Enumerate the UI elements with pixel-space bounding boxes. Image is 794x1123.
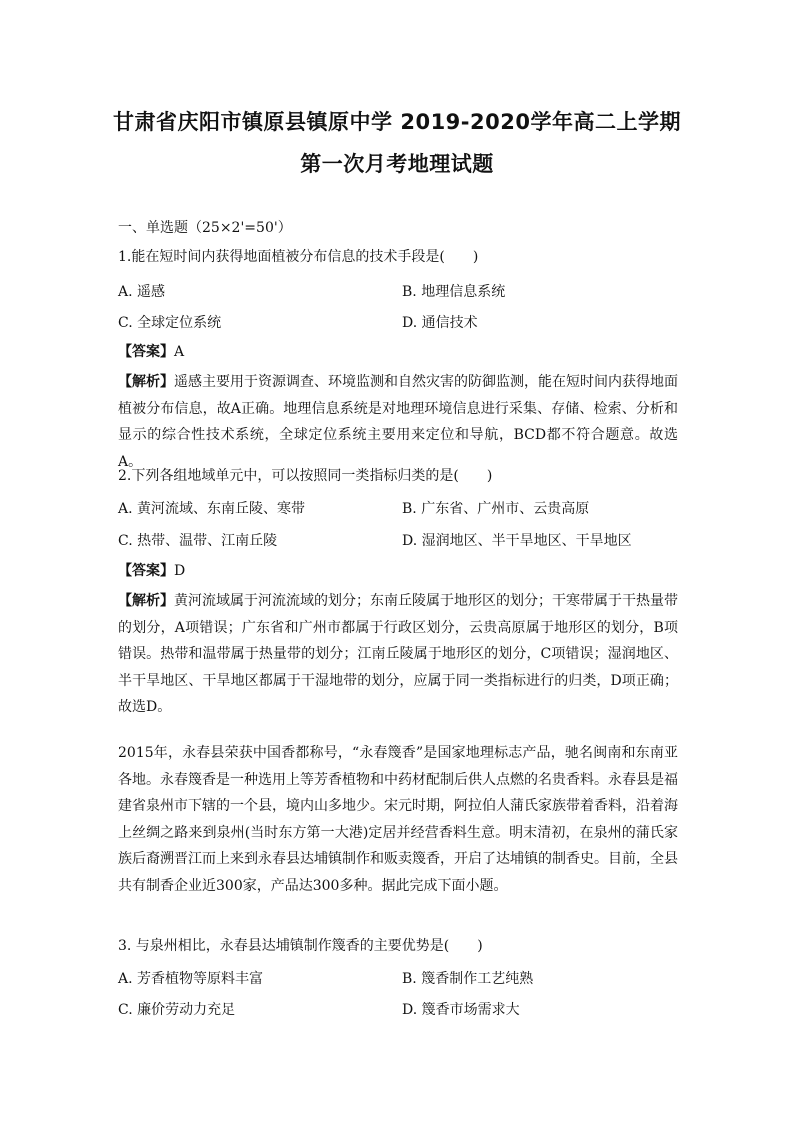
q2-option-c: C. 热带、温带、江南丘陵 xyxy=(118,533,278,549)
analysis-text: 黄河流域属于河流流域的划分；东南丘陵属于地形区的划分；干寒带属于干热量带的划分，A项错误；广东省和广州市都属于行政区划分，云贵高原属于地形区的划分，B项错误。热带和温带属于热量带的划分；江南丘陵属于地形区的划分，C项错误；湿润地区、半干旱地区、干旱地区都属于干湿地带的划分，应属于同一类指标进行的归类，D项正确；故选D。 xyxy=(118,593,678,715)
answer-tag: 【答案】 xyxy=(118,563,174,579)
analysis-tag: 【解析】 xyxy=(118,374,174,390)
q1-option-d: D. 通信技术 xyxy=(402,315,478,331)
q3-option-d: D. 篾香市场需求大 xyxy=(402,1002,520,1018)
q2-analysis xyxy=(118,588,678,721)
analysis-text: 遥感主要用于资源调查、环境监测和自然灾害的防御监测，能在短时间内获得地面植被分布信息，故A正确。地理信息系统是对地理环境信息进行采集、存储、检索、分析和显示的综合性技术系统，全球定位系统主要用来定位和导航，BCD都不符合题意。故选A。 xyxy=(118,374,678,470)
q1-option-b: B. 地理信息系统 xyxy=(402,284,506,300)
q2-option-d: D. 湿润地区、半干旱地区、干旱地区 xyxy=(402,533,632,549)
analysis-tag: 【解析】 xyxy=(118,593,174,609)
material-paragraph: 2015年，永春县荣获中国香都称号，“永春篾香”是国家地理标志产品，驰名闽南和东南亚各地。永春篾香是一种选用上等芳香植物和中药材配制后供人点燃的名贵香料。永春县是福建省泉州市下辖的一个县，境内山多地少。宋元时期，阿拉伯人蒲氏家族带着香料，沿着海上丝绸之路来到泉州(当时东方第一大港)定居并经营香料生意。明末清初，在泉州的蒲氏家族后裔溯晋江而上来到永春县达埔镇制作和贩卖篾香，开启了达埔镇的制香史。目前，全县共有制香企业近300家，产品达300多种。据此完成下面小题。 xyxy=(118,745,678,894)
q1-option-c: C. 全球定位系统 xyxy=(118,315,222,331)
answer-tag: 【答案】 xyxy=(118,344,174,360)
q2-stem: 2.下列各组地域单元中，可以按照同一类指标归类的是( ) xyxy=(118,468,493,484)
doc-title-line2: 第一次月考地理试题 xyxy=(300,152,494,176)
q2-answer xyxy=(118,561,185,581)
q3-stem: 3. 与泉州相比，永春县达埔镇制作篾香的主要优势是( ) xyxy=(118,938,483,954)
answer-value: D xyxy=(174,563,186,579)
answer-value: A xyxy=(174,344,185,360)
section-heading: 一、单选题（25×2'=50'） xyxy=(118,220,292,236)
q2-option-a: A. 黄河流域、东南丘陵、寒带 xyxy=(118,501,306,517)
q2-option-b: B. 广东省、广州市、云贵高原 xyxy=(402,501,590,517)
doc-title-line1: 甘肃省庆阳市镇原县镇原中学 2019-2020学年高二上学期 xyxy=(113,110,681,134)
q1-answer xyxy=(118,342,184,362)
q3-option-c: C. 廉价劳动力充足 xyxy=(118,1002,236,1018)
q3-option-a: A. 芳香植物等原料丰富 xyxy=(118,971,264,987)
q1-option-a: A. 遥感 xyxy=(118,284,166,300)
q1-stem: 1.能在短时间内获得地面植被分布信息的技术手段是( ) xyxy=(118,249,479,265)
q3-option-b: B. 篾香制作工艺纯熟 xyxy=(402,971,534,987)
q1-analysis xyxy=(118,369,678,475)
